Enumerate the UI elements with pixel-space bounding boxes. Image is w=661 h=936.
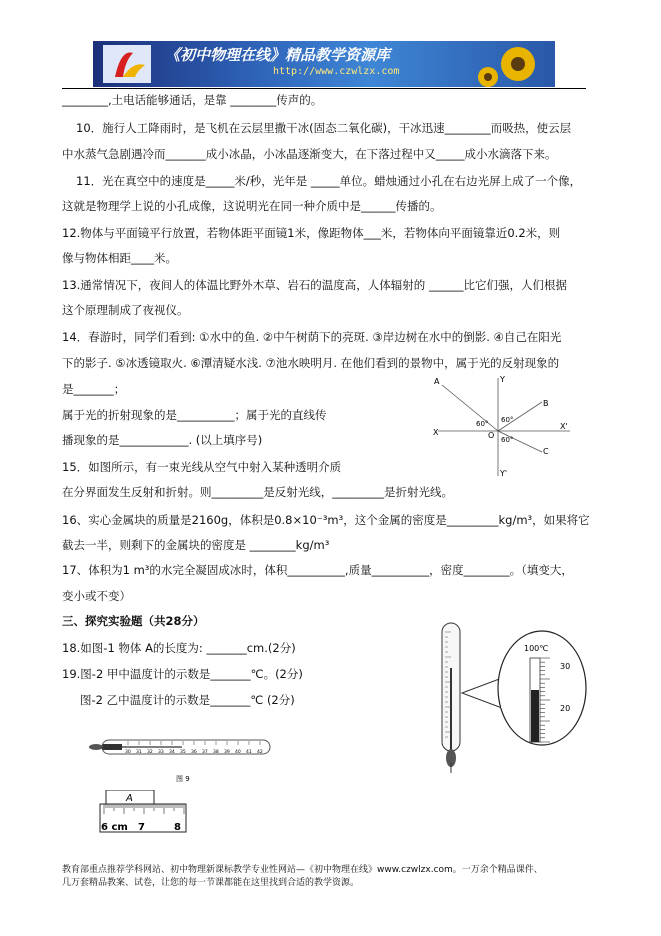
question-11: 11．光在真空中的速度是_____米/秒，光年是 _____单位。蜡烛通过小孔在右边光屏上成了一个像， <box>76 174 582 188</box>
scale-label: 38 <box>213 750 219 755</box>
zoom-tick-30: 30 <box>560 662 571 671</box>
header-banner <box>93 41 555 87</box>
scale-label: 33 <box>158 750 164 755</box>
banner-title: 《初中物理在线》精品教学资源库 <box>165 46 391 64</box>
scale-ticks <box>125 741 263 755</box>
scale-label: 30 <box>125 750 131 755</box>
angle-label: 60° <box>501 416 514 424</box>
text-line: 下的影子. ⑤冰透镜取火. ⑥潭清疑水浅. ⑦池水映明月. 在他们看到的景物中，属于光的反射现象的 <box>62 356 560 370</box>
text-line: 播现象的是____________. (以上填序号) <box>62 433 263 447</box>
text-line: 在分界面发生反射和折射。则_________是反射光线，_________是折射光线。 <box>62 485 453 499</box>
question-17: 17、体积为1 m³的水完全凝固成冰时，体积__________,质量__________，密度________。（填变大， <box>62 563 573 577</box>
ruler-tick-label: 6 cm <box>101 822 128 833</box>
label-x: X <box>433 428 439 437</box>
question-16: 16、实心金属块的质量是2160g，体积是0.8×10⁻³m³，这个金属的密度是_________kg/m³，如果将它 <box>62 513 590 527</box>
label-x-prime: X' <box>560 422 568 431</box>
zoom-tick-20: 20 <box>560 704 571 713</box>
ruler-figure <box>98 790 190 835</box>
text-line: 变小或不变） <box>62 589 131 603</box>
label-y: Y <box>500 375 505 384</box>
text-line: 这就是物理学上说的小孔成像，这说明光在同一种介质中是______传播的。 <box>62 199 442 213</box>
zoom-mercury <box>531 690 539 742</box>
label-y-prime: Y' <box>500 469 508 478</box>
question-13: 13.通常情况下，夜间人的体温比野外木草、岩石的温度高，人体辐射的 ______比它们强，人们根据 <box>62 278 567 292</box>
scale-label: 41 <box>246 750 252 755</box>
scale-label: 42 <box>257 750 263 755</box>
text-line: 中水蒸气急剧遇冷而_______成小冰晶，小冰晶逐渐变大，在下落过程中又_____成小水滴落下来。 <box>62 147 557 161</box>
label-b: B <box>543 399 549 408</box>
sunflower-icon <box>511 57 525 71</box>
question-19: 19.图-2 甲中温度计的示数是_______℃。(2分) <box>62 667 303 681</box>
ruler-tick-label: 8 <box>174 822 181 833</box>
question-19b: 图-2 乙中温度计的示数是_______℃ (2分) <box>80 693 295 707</box>
question-14: 14．春游时，同学们看到: ①水中的鱼. ②中午树荫下的亮斑. ③岸边树在水中的倒影. ④自己在阳光 <box>62 330 562 344</box>
scale-label: 39 <box>224 750 230 755</box>
section-heading: 三、探究实验题（共28分） <box>62 614 205 628</box>
text-line: 是_______； <box>62 382 126 396</box>
text-line: 这个原理制成了夜视仪。 <box>62 303 189 317</box>
scale-label: 37 <box>202 750 208 755</box>
footer-line: 几万套精品教案、试卷，让您的每一节课都能在这里找到合适的教学资源。 <box>62 878 360 888</box>
question-15: 15．如图所示，有一束光线从空气中射入某种透明介质 <box>62 460 342 474</box>
thermometer-zoom-figure <box>432 618 592 778</box>
text-line: 截去一半，则剩下的金属块的密度是 ________kg/m³ <box>62 538 330 552</box>
label-o: O <box>488 431 495 440</box>
optics-diagram <box>430 372 580 482</box>
text-line: 像与物体相距____米。 <box>62 251 177 265</box>
scale-label: 35 <box>180 750 186 755</box>
scale-label: 36 <box>191 750 197 755</box>
question-18: 18.如图-1 物体 A的长度为: _______cm.(2分) <box>62 641 296 655</box>
text-line: 属于光的折射现象的是__________；属于光的直线传 <box>62 408 327 422</box>
fig9-caption: 图 9 <box>176 775 190 783</box>
ruler-tick-label: 7 <box>138 822 145 833</box>
text-line: ________,土电话能够通话，是靠 ________传声的。 <box>62 93 323 107</box>
banner-url: http://www.czwlzx.com <box>273 66 400 77</box>
scale-label: 34 <box>169 750 175 755</box>
zoom-label: 100℃ <box>524 644 549 653</box>
scale-label: 40 <box>235 750 241 755</box>
label-c: C <box>543 447 549 456</box>
block-a-label: A <box>126 793 133 804</box>
thermometer-fig9 <box>86 735 276 787</box>
angle-label: 60° <box>476 420 489 428</box>
scale-label: 32 <box>147 750 153 755</box>
label-a: A <box>434 377 440 386</box>
question-12: 12.物体与平面镜平行放置，若物体距平面镜1米，像距物体___米，若物体向平面镜靠近0.2米，则 <box>62 226 561 240</box>
header-rule <box>62 88 586 89</box>
footer-line: 教育部重点推荐学科网站、初中物理新课标教学专业性网站—《初中物理在线》www.czwlzx.com。一万余个精品课件、 <box>62 865 543 875</box>
question-10: 10．施行人工降雨时，是飞机在云层里撒干冰(固态二氧化碳)，干冰迅速________而吸热，使云层 <box>76 121 572 135</box>
angle-label: 60° <box>501 436 514 444</box>
scale-label: 31 <box>136 750 142 755</box>
